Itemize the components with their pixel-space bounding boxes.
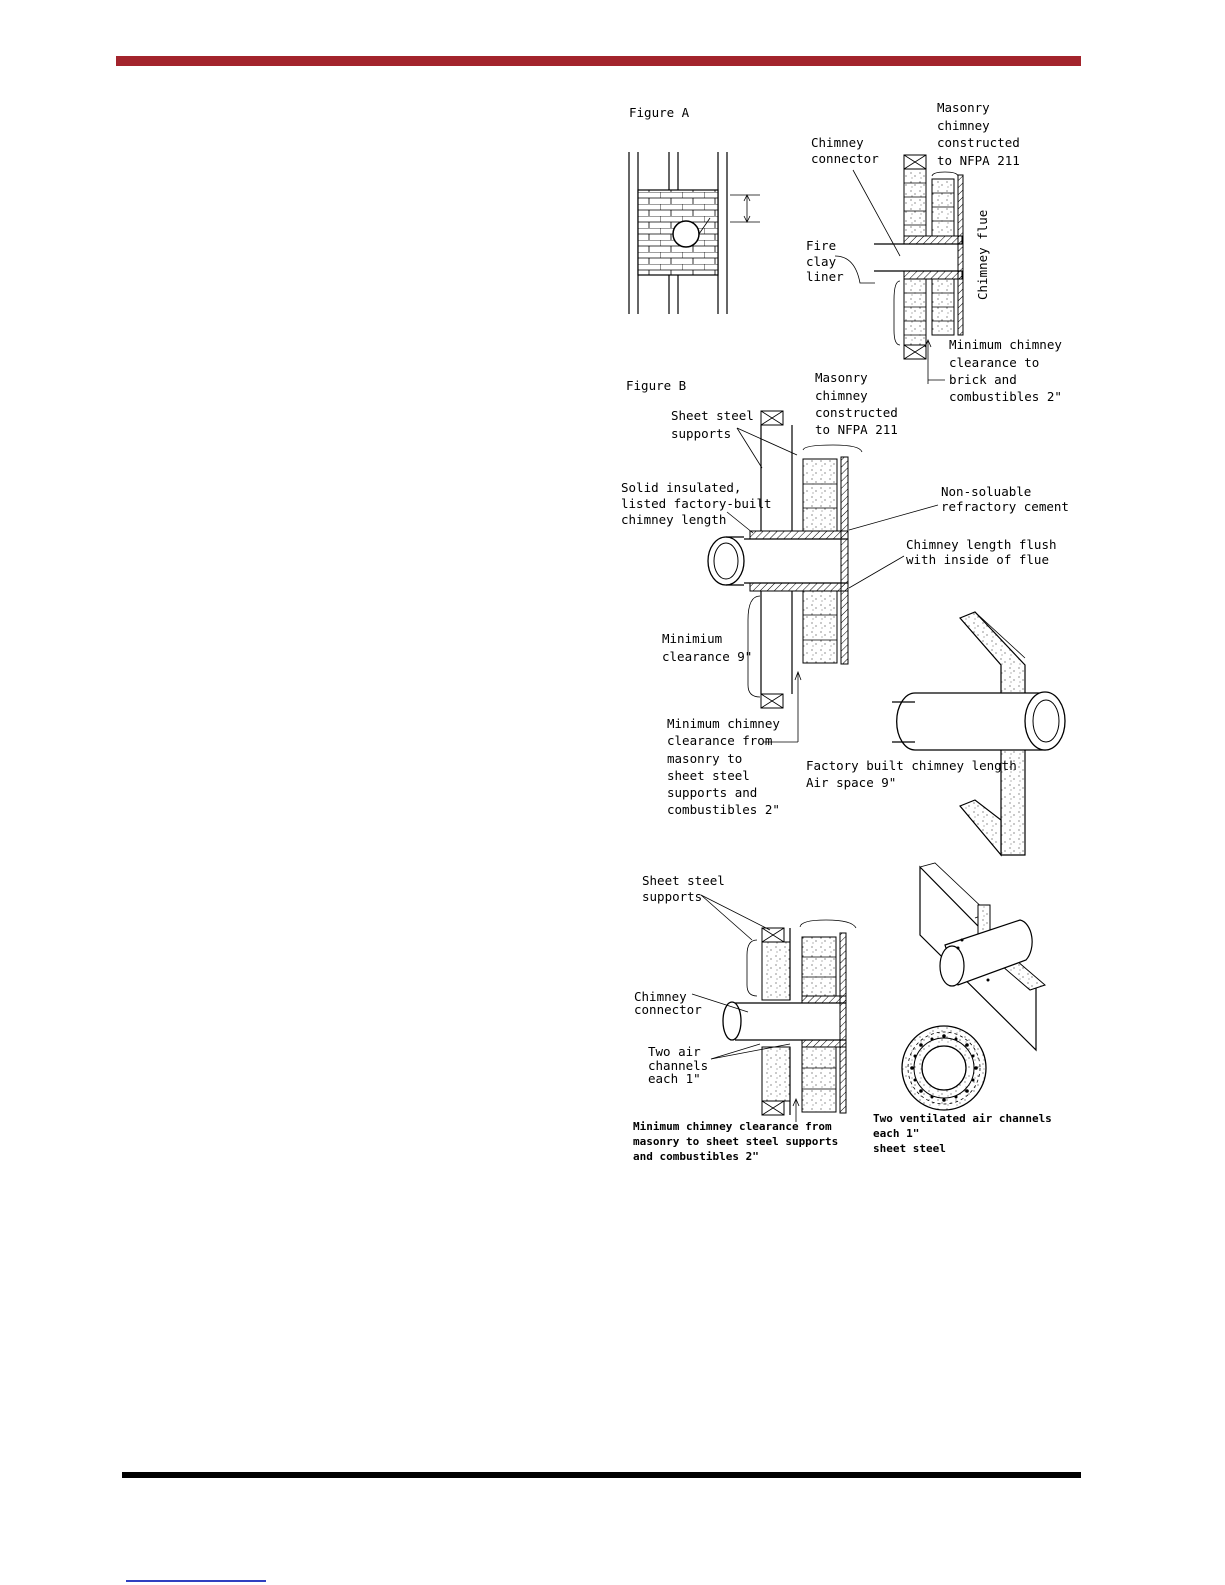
figure-c-ring-detail [902, 1026, 986, 1110]
figure-b-title: Figure B [626, 378, 687, 393]
figure-b-3d-view [892, 612, 1065, 855]
figure-a-clearance-label: Minimum chimney clearance to brick and combustibles 2" [949, 337, 1062, 404]
figure-b-section [708, 411, 938, 742]
figure-a-flue-label: Chimney flue [975, 209, 990, 300]
footer-link-underline[interactable] [126, 1580, 266, 1582]
figure-c-section [692, 895, 856, 1122]
figure-b-clearance-masonry-label: Minimum chimney clearance from masonry to sheet steel supports and combustibles 2" [667, 716, 780, 817]
figure-a-masonry-label: Masonry chimney constructed to NFPA 211 [937, 100, 1020, 168]
figure-a-wall-elevation [629, 152, 760, 314]
figure-b-flush-label: Chimney length flush with inside of flue [906, 537, 1057, 567]
figure-b [621, 370, 1069, 855]
figure-b-insulated-label: Solid insulated, listed factory-built chimney length [621, 480, 772, 527]
figure-b-cement-label: Non-soluable refractory cement [941, 484, 1069, 514]
figure-a [629, 100, 1069, 404]
figure-a-title: Figure A [629, 105, 690, 120]
figure-c-clearance-label: Minimum chimney clearance from masonry to sheet steel supports and combustibles 2" [633, 1120, 839, 1163]
connector-opening-icon [673, 221, 699, 247]
figure-b-masonry-label: Masonry chimney constructed to NFPA 211 [815, 370, 898, 437]
figure-a-liner-label: Fire clay liner [806, 238, 844, 284]
figure-a-section [835, 155, 963, 384]
figure-c-supports-label: Sheet steel supports [642, 873, 725, 904]
figure-c-connector-label: Chimney connector [634, 989, 702, 1017]
figure-c-ventilated-label: Two ventilated air channels each 1" sheet steel [873, 1112, 1052, 1155]
figure-b-supports-label: Sheet steel supports [671, 408, 754, 441]
figure-b-clearance9-label: Minimium clearance 9" [662, 631, 753, 664]
footer-rule [122, 1472, 1081, 1478]
figure-a-connector-label: Chimney connector [811, 135, 879, 166]
figure-b-factory-built-label: Factory built chimney length Air space 9" [806, 758, 1017, 790]
figure-c-air-channels-label: Two air channels each 1" [648, 1044, 709, 1086]
figure-c-3d-view [920, 863, 1045, 1050]
figure-c [633, 863, 1058, 1163]
